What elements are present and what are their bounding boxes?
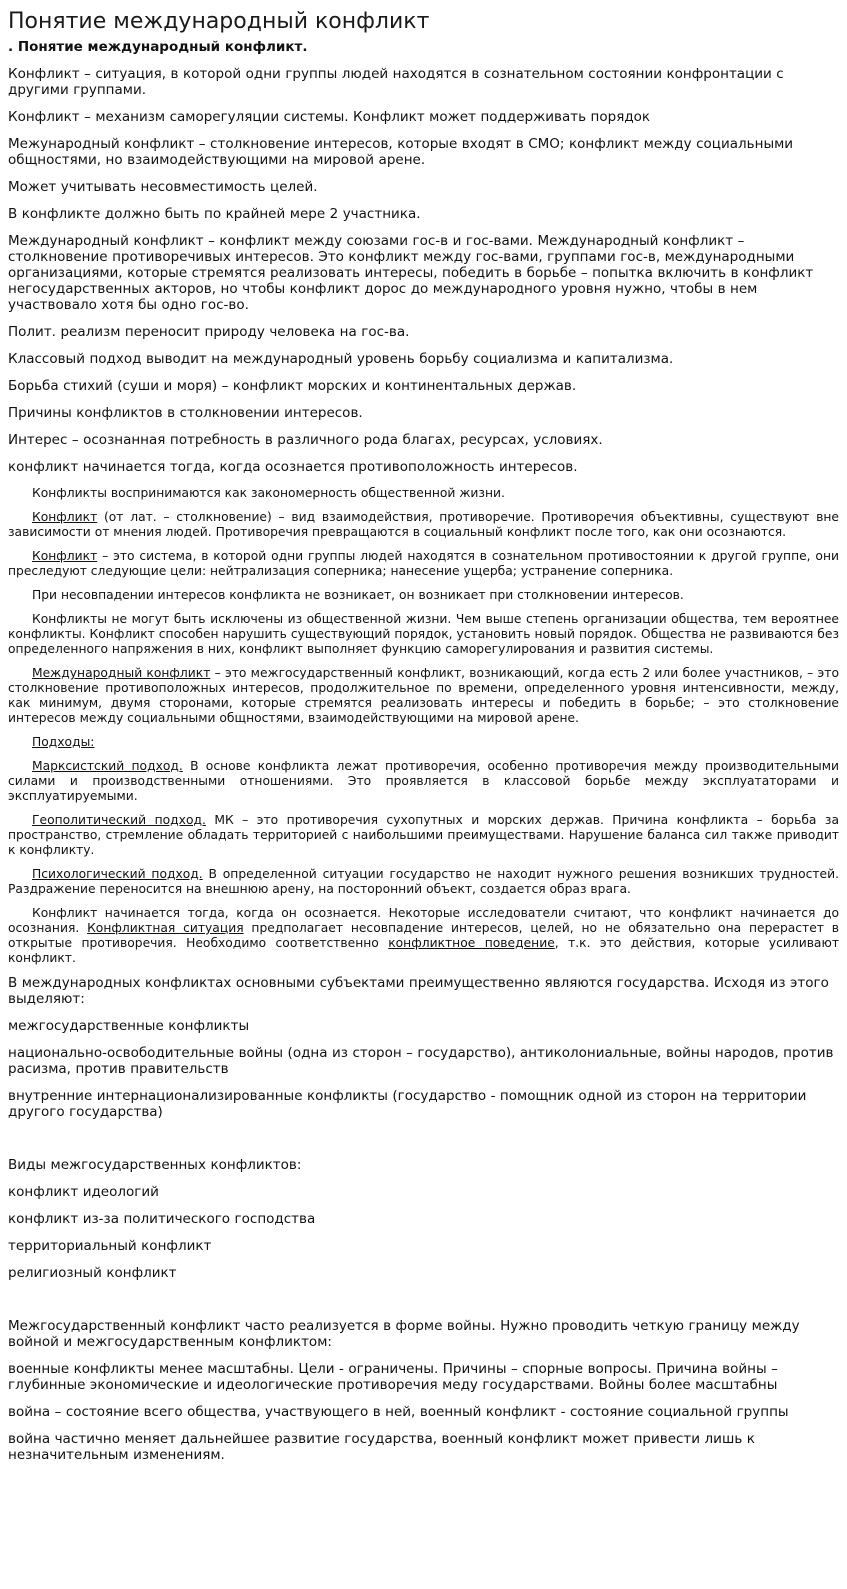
spacer [8, 1292, 839, 1318]
list-item: межгосударственные конфликты [8, 1018, 250, 1034]
justified-paragraph: Конфликты не могут быть исключены из общественной жизни. Чем выше степень организации общества, тем вероятнее конфликты. Конфликт способен нарушить существующий порядок, установить новый порядок. Общества не развиваются без определенного напряжения в них, конфликт выполняет функцию саморегулирования и развития системы. [8, 612, 839, 656]
paragraph: конфликт начинается тогда, когда осознается противоположность интересов. [8, 459, 578, 475]
paragraph: Причины конфликтов в столкновении интересов. [8, 405, 363, 421]
term: Геополитический подход. [32, 813, 206, 827]
paragraph: Межународный конфликт – столкновение интересов, которые входят в СМО; конфликт между социальными общностями, но взаимодействующими на мировой арене. [8, 136, 794, 168]
term: Конфликт [32, 510, 98, 524]
justified-paragraph [8, 549, 839, 579]
paragraph-text: Конфликт начинается тогда, когда он осознается. Некоторые исследователи считают, что конфликт начинается до осознания. [8, 906, 839, 935]
paragraph: Классовый подход выводит на международный уровень борьбу социализма и капитализма. [8, 351, 674, 367]
paragraph: Конфликт – ситуация, в которой одни группы людей находятся в сознательном состоянии конфронтации с другими группами. [8, 66, 784, 98]
paragraph-text: – это система, в которой одни группы людей находятся в сознательном противостоянии к другой группе, они преследуют следующие цели: нейтрализация соперника; нанесение ущерба; устранение соперника. [8, 549, 839, 578]
justified-paragraph [8, 906, 839, 966]
approaches-label: Подходы: [32, 735, 95, 749]
list-item: конфликт из-за политического господства [8, 1211, 316, 1227]
list-item: национально-освободительные войны (одна из сторон – государство), антиколониальные, войны народов, против расизма, против правительств [8, 1045, 834, 1077]
justified-paragraph [8, 759, 839, 804]
paragraph-text: В основе конфликта лежат противоречия, особенно противоречия между производительными силами и производственными отношениями. Это проявляется в классовой борьбе между эксплуататорами и эксплуатируемыми. [8, 759, 839, 803]
justified-paragraph [8, 813, 839, 858]
list-item: территориальный конфликт [8, 1238, 212, 1254]
paragraph: В конфликте должно быть по крайней мере 2 участника. [8, 206, 421, 222]
justified-paragraph: При несовпадении интересов конфликта не возникает, он возникает при столкновении интересов. [32, 588, 684, 602]
term: Марксистский подход. [32, 759, 183, 773]
list-item: военные конфликты менее масштабны. Цели - ограничены. Причины – спорные вопросы. Причина войны – глубинные экономические и идеологические противоречия меду государствами. Войны более масштабны [8, 1361, 778, 1393]
justified-paragraph: Конфликты воспринимаются как закономерность общественной жизни. [32, 486, 505, 500]
term: конфликтное поведение [388, 936, 555, 950]
paragraph-text: предполагает несовпадение интересов, целей, но не обязательно она перерастет в открытые противоречия. Необходимо соответственно [8, 921, 840, 950]
justified-paragraph [8, 510, 839, 540]
list-item: внутренние интернационализированные конфликты (государство - помощник одной из сторон на территории другого государства) [8, 1088, 807, 1120]
paragraph: Международный конфликт – конфликт между союзами гос-в и гос-вами. Международный конфликт – столкновение противоречивых интересов. Это конфликт между гос-вами, группами гос-в, международными организациями, которые стремятся реализовать интересы, победить в борьбе – попытка включить в конфликт негосударственных акторов, но чтобы конфликт дорос до международного уровня нужно, чтобы в нем участвовало хотя бы одно гос-во. [8, 233, 814, 313]
paragraph: Может учитывать несовместимость целей. [8, 179, 318, 195]
paragraph-text: МК – это противоречия сухопутных и морских держав. Причина конфликта – борьба за пространство, стремление обладать территорией с наибольшими преимуществами. Нарушение баланса сил также приводит к конфликту. [8, 813, 839, 857]
page-title: Понятие международный конфликт [8, 9, 430, 34]
paragraph: Борьба стихий (суши и моря) – конфликт морских и континентальных держав. [8, 378, 577, 394]
paragraph: Интерес – осознанная потребность в различного рода благах, ресурсах, условиях. [8, 432, 603, 448]
paragraph: Межгосударственный конфликт часто реализуется в форме войны. Нужно проводить четкую границу между войной и межгосударственным конфликтом: [8, 1318, 800, 1350]
term: Конфликтная ситуация [87, 921, 244, 935]
paragraph: Полит. реализм переносит природу человека на гос-ва. [8, 324, 410, 340]
section-heading: . Понятие международный конфликт. [8, 39, 308, 55]
justified-paragraph [8, 867, 839, 897]
list-item: конфликт идеологий [8, 1184, 159, 1200]
justified-paragraph [8, 735, 839, 750]
paragraph-text: – это межгосударственный конфликт, возникающий, когда есть 2 или более участников, – это столкновение противоположных интересов, продолжительное по времени, определенного уровня интенсивности, между, как минимум, двумя сторонами, которые стремятся реализовать интересы и победить в борьбе; – это столкновение интересов между социальными общностями, взаимодействующими на мировой арене. [8, 666, 839, 725]
paragraph-text: , т.к. это действия, которые усиливают конфликт. [8, 936, 839, 965]
list-item: война – состояние всего общества, участвующего в ней, военный конфликт - состояние социальной группы [8, 1404, 789, 1420]
term: Психологический подход. [32, 867, 203, 881]
justified-paragraph [8, 666, 839, 726]
document-page [0, 9, 847, 1463]
paragraph: Конфликт – механизм саморегуляции системы. Конфликт может поддерживать порядок [8, 109, 651, 125]
paragraph-text: (от лат. – столкновение) – вид взаимодействия, противоречие. Противоречия объективны, существуют вне зависимости от мнения людей. Противоречия превращаются в социальный конфликт после того, как они осознаются. [8, 510, 839, 539]
list-item: война частично меняет дальнейшее развитие государства, военный конфликт может привести лишь к незначительным изменениям. [8, 1431, 755, 1463]
term: Конфликт [32, 549, 98, 563]
paragraph: Виды межгосударственных конфликтов: [8, 1157, 302, 1173]
paragraph-text: В определенной ситуации государство не находит нужного решения возникших трудностей. Раздражение переносится на внешнюю арену, на посторонний объект, создается образ врага. [8, 867, 839, 896]
list-item: религиозный конфликт [8, 1265, 177, 1281]
term: Международный конфликт [32, 666, 211, 680]
spacer [8, 1131, 839, 1157]
paragraph: В международных конфликтах основными субъектами преимущественно являются государства. Исходя из этого выделяют: [8, 975, 829, 1007]
